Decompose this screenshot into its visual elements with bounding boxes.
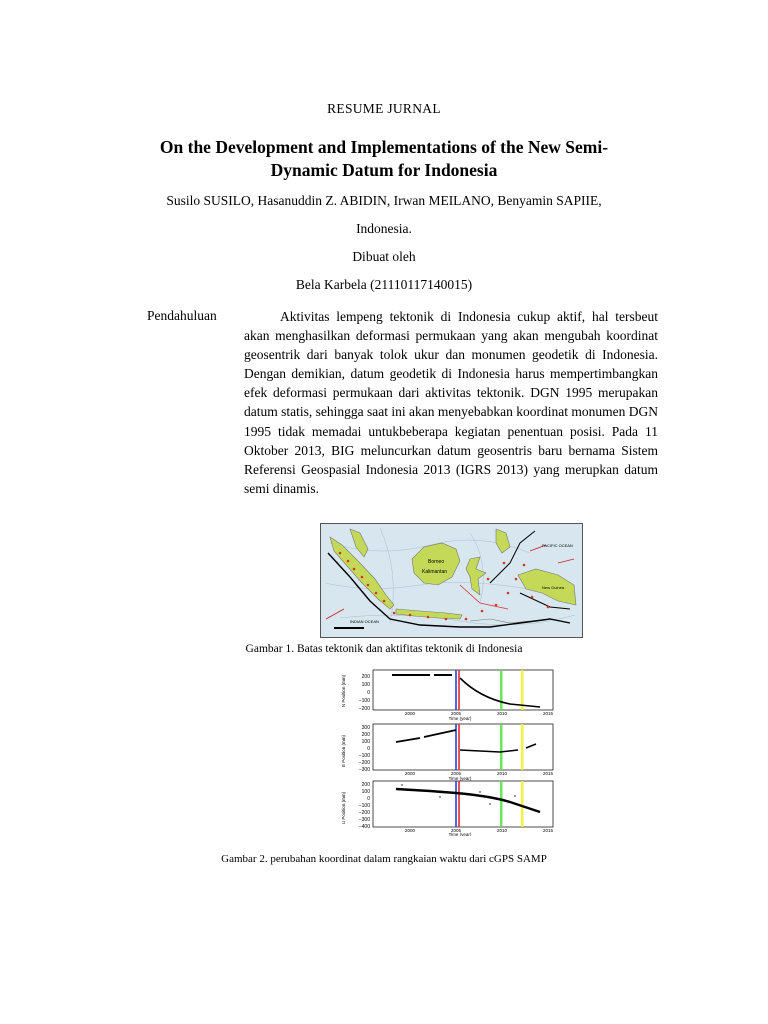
xtick: 2000 [404,711,416,716]
gps-timeseries-figure [340,664,560,836]
panel-north-ylabel: N Position (mm) [341,674,346,708]
map-label-borneo: Borneo [428,559,445,565]
xtick: 2015 [542,711,554,716]
ytick: 200 [361,674,370,680]
xtick: 2010 [496,771,508,776]
intro-paragraph-text: Aktivitas lempeng tektonik di Indonesia cukup aktif, hal tersbeut akan menghasilkan deformasi permukaan yang akan mengubah koordinat geosentrik dari banyak tolok ukur dan monumen geodetik di Indonesia. Dengan demikian, datum geodetik di Indonesia harus mempertimbangkan efek deformasi permukaan dari aktivitas tektonik. DGN 1995 merupakan datum statis, sehingga saat ini akan menyebabkan koordinat monumen DGN 1995 tidak memadai untukbeberapa kegiatan penentuan posisi. Pada 11 Oktober 2013, BIG meluncurkan datum geosentris baru bernama Sistem Referensi Geospasial Indonesia 2013 (IGRS 2013) yang merupkan datum semi dinamis. [244,309,658,496]
panel-east-xlabel: Time (year) [448,776,472,781]
ytick: −100 [358,803,370,809]
student-name: Bela Karbela (21110117140015) [295,277,473,292]
xtick: 2000 [404,828,416,833]
xtick: 2005 [450,828,462,833]
map-label-new-guinea: New Guinea [542,585,565,590]
ytick: −300 [358,767,370,773]
panel-east-ylabel: E Position (mm) [341,734,346,768]
panel-east [341,724,554,781]
ytick: 300 [361,725,370,731]
ytick: 0 [367,796,370,802]
ytick: 200 [361,782,370,788]
ytick: 0 [367,690,370,696]
map-label-pacific: PACIFIC OCEAN [542,543,573,548]
document-header: RESUME JURNAL [327,101,441,116]
author-list: Susilo SUSILO, Hasanuddin Z. ABIDIN, Irwan MEILANO, Benyamin SAPIIE, [166,193,602,208]
made-by-label: Dibuat oleh [352,249,416,264]
section-label: Pendahuluan [147,308,217,323]
ytick: 100 [361,682,370,688]
xtick: 2015 [542,828,554,833]
xtick: 2005 [450,771,462,776]
ytick: 0 [367,746,370,752]
xtick: 2005 [450,711,462,716]
ytick: 100 [361,739,370,745]
title-line-2: Dynamic Datum for Indonesia [270,160,498,180]
intro-paragraph [244,307,658,498]
ytick: −200 [358,706,370,712]
ytick: −300 [358,817,370,823]
tectonic-map-figure [320,523,583,638]
figure1-caption: Gambar 1. Batas tektonik dan aktifitas tektonik di Indonesia [245,643,523,655]
xtick: 2010 [496,828,508,833]
author-country: Indonesia. [356,221,412,236]
panel-north [341,670,554,721]
panel-up-ylabel: U Position (mm) [341,791,346,825]
title-line-1: On the Development and Implementations of the New Semi- [159,137,609,157]
ytick: −100 [358,753,370,759]
map-label-indian: INDIAN OCEAN [350,619,379,624]
panel-north-xlabel: Time (year) [448,716,472,721]
ytick: −200 [358,810,370,816]
ytick: −400 [358,824,370,830]
ytick: −200 [358,760,370,766]
map-scale-bar [334,627,364,629]
xtick: 2010 [496,711,508,716]
xtick: 2000 [404,771,416,776]
ytick: 200 [361,732,370,738]
map-label-kalimantan: Kalimantan [422,569,448,575]
ytick: −100 [358,698,370,704]
panel-up-xlabel: Time (year) [448,832,472,836]
figure2-caption: Gambar 2. perubahan koordinat dalam rangkaian waktu dari cGPS SAMP [221,853,547,865]
panel-up [341,781,554,836]
paper-title [0,136,768,182]
xtick: 2015 [542,771,554,776]
ytick: 100 [361,789,370,795]
